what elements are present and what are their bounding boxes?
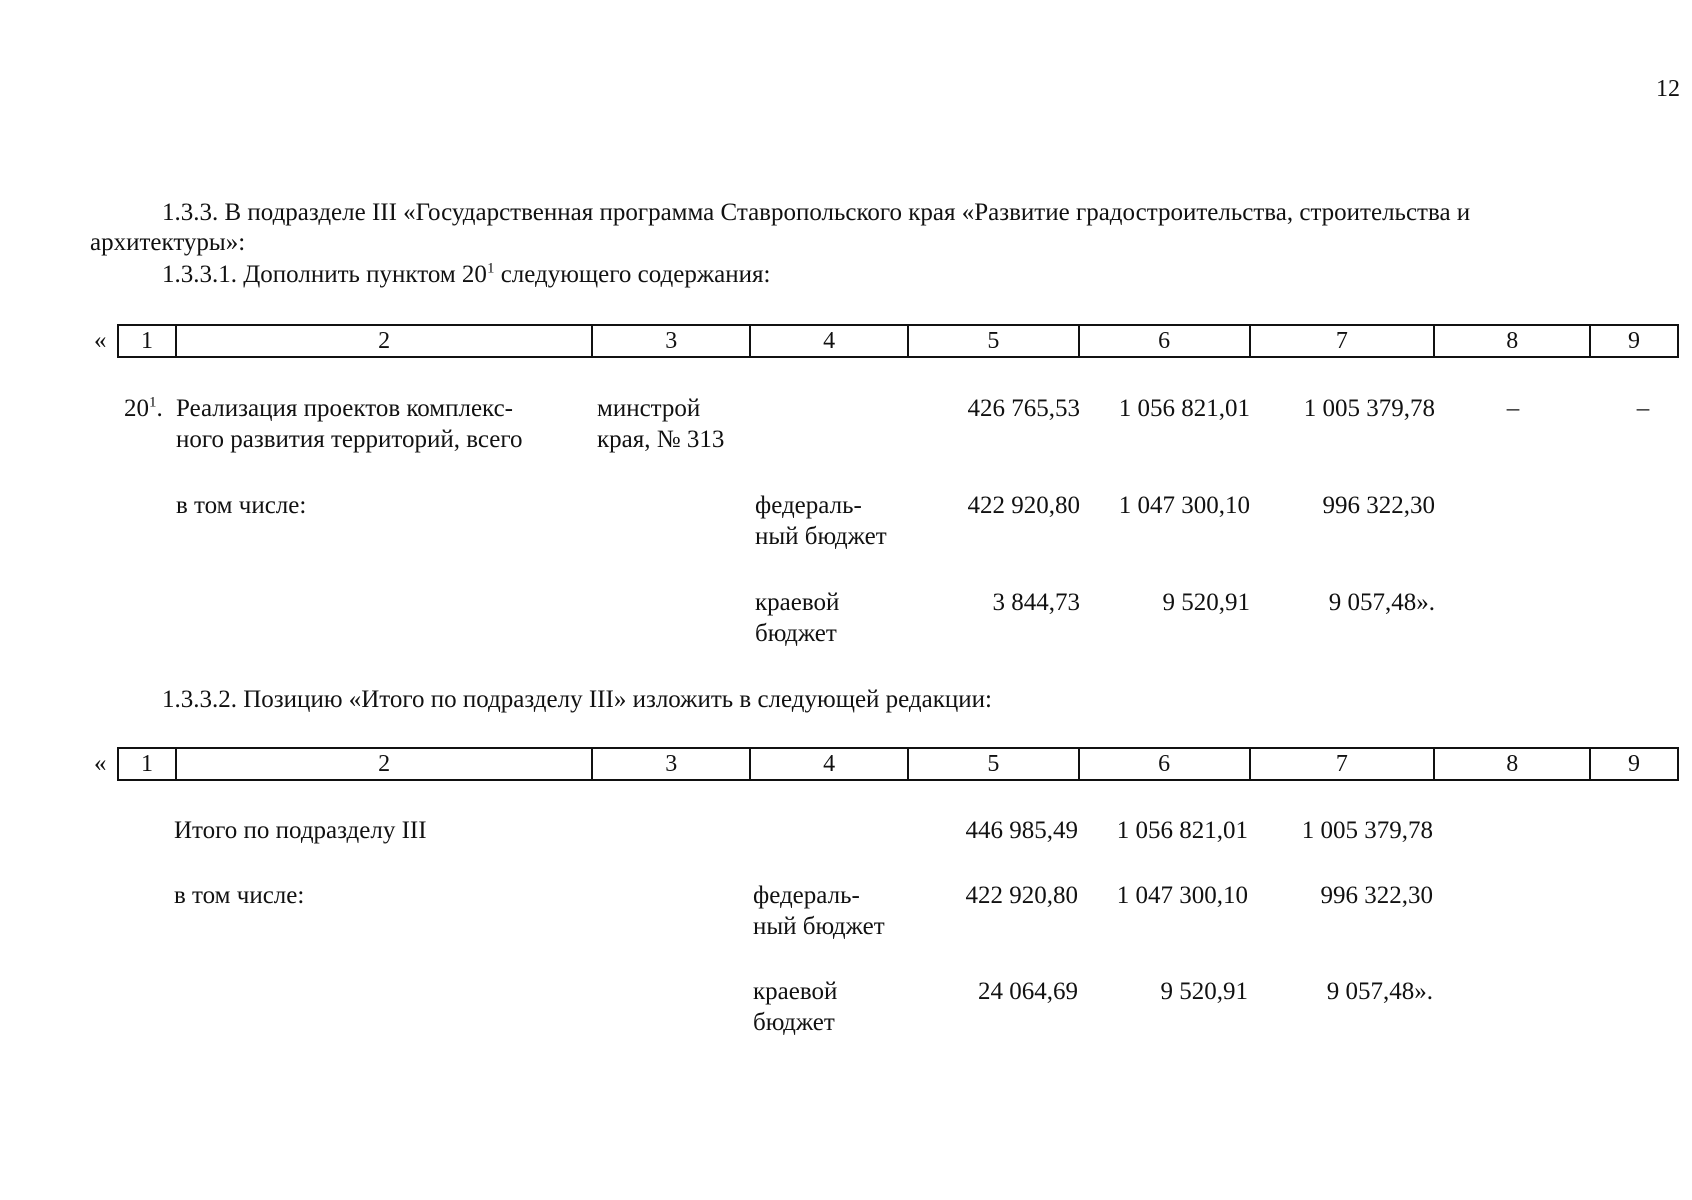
position-paragraph: 1.3.3.2. Позицию «Итого по подразделу III» изложить в следующей редакции: bbox=[162, 686, 992, 713]
table2-header-col-8: 8 bbox=[1435, 749, 1591, 779]
table1-header-col-8: 8 bbox=[1435, 326, 1591, 356]
table2-total-label: Итого по подразделу III bbox=[174, 817, 427, 844]
table2-federal-col5: 422 920,80 bbox=[965, 882, 1078, 909]
table1-regional-col7: 9 057,48». bbox=[1328, 589, 1435, 616]
table2-header-col-5: 5 bbox=[909, 749, 1080, 779]
table2-total-col7: 1 005 379,78 bbox=[1301, 817, 1433, 844]
table1-federal-col6: 1 047 300,10 bbox=[1118, 492, 1250, 519]
table2-federal-col6: 1 047 300,10 bbox=[1116, 882, 1248, 909]
table1-total-col5: 426 765,53 bbox=[967, 395, 1080, 422]
table1-item-name bbox=[176, 393, 523, 455]
page-number: 12 bbox=[1656, 76, 1680, 102]
table1-total-col6: 1 056 821,01 bbox=[1118, 395, 1250, 422]
table1-item-number: $20^1$. bbox=[124, 394, 163, 422]
add-item-suffix: следующего содержания: bbox=[494, 261, 771, 288]
table1-federal-source bbox=[755, 490, 887, 552]
table1-header-col-1: 1 bbox=[119, 326, 177, 356]
table1-item-name-line1: Реализация проектов комплекс- bbox=[176, 395, 513, 422]
table1-regional-source-line2: бюджет bbox=[755, 620, 837, 647]
table1-federal-col7: 996 322,30 bbox=[1322, 492, 1435, 519]
table2-regional-source-line2: бюджет bbox=[753, 1009, 835, 1036]
table1-item-executor-line1: минстрой bbox=[597, 395, 701, 422]
table2-regional-col5: 24 064,69 bbox=[978, 978, 1078, 1005]
table1-item-executor-line2: края, № 313 bbox=[597, 426, 725, 453]
table2-regional-col6: 9 520,91 bbox=[1160, 978, 1248, 1005]
table2-header-row bbox=[117, 747, 1679, 781]
table2-header-col-9: 9 bbox=[1591, 749, 1679, 779]
table1-header-col-2: 2 bbox=[177, 326, 593, 356]
table1-header-col-4: 4 bbox=[751, 326, 909, 356]
table2-regional-source bbox=[753, 976, 837, 1038]
table1-header-row bbox=[117, 324, 1679, 358]
add-item-prefix: 1.3.3.1. Дополнить пунктом 20 bbox=[162, 261, 487, 288]
table2-header-col-6: 6 bbox=[1080, 749, 1251, 779]
table2-total-col6: 1 056 821,01 bbox=[1116, 817, 1248, 844]
table1-federal-col5: 422 920,80 bbox=[967, 492, 1080, 519]
table1-total-col9: – bbox=[1636, 395, 1650, 422]
table2-header-col-3: 3 bbox=[593, 749, 751, 779]
table1-item-number-sup: 1 bbox=[149, 394, 157, 411]
table1-header-col-5: 5 bbox=[909, 326, 1080, 356]
add-item-paragraph bbox=[162, 260, 770, 290]
table2-header-col-7: 7 bbox=[1251, 749, 1436, 779]
table2-regional-source-line1: краевой bbox=[753, 978, 838, 1005]
table1-total-col7: 1 005 379,78 bbox=[1303, 395, 1435, 422]
table1-header-col-7: 7 bbox=[1251, 326, 1436, 356]
table1-regional-source bbox=[755, 587, 839, 649]
table1-regional-source-line1: краевой bbox=[755, 589, 840, 616]
table1-regional-col5: 3 844,73 bbox=[992, 589, 1080, 616]
table2-including-label: в том числе: bbox=[174, 882, 305, 909]
table1-item-executor bbox=[597, 393, 724, 455]
table1-federal-source-line2: ный бюджет bbox=[755, 523, 887, 550]
table2-federal-source bbox=[753, 880, 885, 942]
table1-federal-source-line1: федераль- bbox=[755, 492, 862, 519]
add-item-superscript: 1 bbox=[486, 260, 495, 277]
intro-paragraph-line2: архитектуры»: bbox=[90, 229, 246, 256]
table2-federal-source-line1: федераль- bbox=[753, 882, 860, 909]
table1-including-label: в том числе: bbox=[176, 492, 307, 519]
intro-paragraph-line1: 1.3.3. В подразделе III «Государственная программа Ставропольского края «Развитие градостроительства, строительства и bbox=[162, 199, 1471, 226]
table2-regional-col7: 9 057,48». bbox=[1326, 978, 1433, 1005]
table1-regional-col6: 9 520,91 bbox=[1162, 589, 1250, 616]
table1-header-col-9: 9 bbox=[1591, 326, 1679, 356]
table2-federal-col7: 996 322,30 bbox=[1320, 882, 1433, 909]
table1-header-col-6: 6 bbox=[1080, 326, 1251, 356]
table1-open-quote: « bbox=[94, 327, 107, 354]
table1-item-name-line2: ного развития территорий, всего bbox=[176, 426, 523, 453]
table2-header-col-4: 4 bbox=[751, 749, 909, 779]
table2-federal-source-line2: ный бюджет bbox=[753, 913, 885, 940]
table1-header-col-3: 3 bbox=[593, 326, 751, 356]
table1-total-col8: – bbox=[1506, 395, 1520, 422]
table2-header-col-2: 2 bbox=[177, 749, 593, 779]
table2-header-col-1: 1 bbox=[119, 749, 177, 779]
table2-open-quote: « bbox=[94, 750, 107, 777]
table2-total-col5: 446 985,49 bbox=[965, 817, 1078, 844]
